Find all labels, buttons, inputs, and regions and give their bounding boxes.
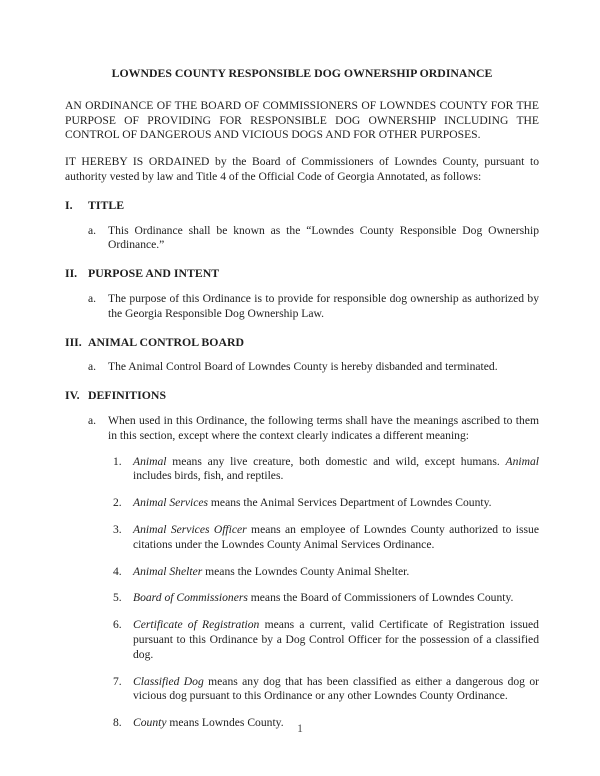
section-title-text: PURPOSE AND INTENT [88,266,220,281]
list-item [88,224,539,254]
section-heading-animal-control-board [65,335,539,350]
definition-number: 7. [113,674,122,688]
definition-item [113,618,539,662]
section-title-text: TITLE [88,197,125,212]
list-item-label: a. [88,413,97,427]
definition-item [113,455,539,485]
definition-text: Animal Services means the Animal Services Department of Lowndes County. [133,496,492,510]
list-item-label: a. [88,360,97,374]
definition-item [113,565,539,580]
section-heading-definitions [65,388,539,403]
section-numeral: I. [65,197,73,212]
list-item [88,292,539,322]
definition-number: 5. [113,591,122,605]
list-item [88,360,539,375]
definition-item [113,523,539,553]
list-item-text: The purpose of this Ordinance is to provide for responsible dog ownership as authorized by the Georgia Responsible Dog Ownership Law. [108,291,539,320]
definition-text: Animal means any live creature, both domestic and wild, except humans. Animal includes birds, fish, and reptiles. [133,454,539,483]
definition-item [113,675,539,705]
list-item [88,414,539,444]
definition-text: Classified Dog means any dog that has been classified as either a dangerous dog or vicious dog pursuant to this Ordinance or any other Lowndes County Ordinance. [133,674,540,703]
intro-paragraph-2: IT HEREBY IS ORDAINED by the Board of Commissioners of Lowndes County, pursuant to authority vested by law and Title 4 of the Official Code of Georgia Annotated, as follows: [65,155,539,183]
section-numeral: IV. [65,388,80,403]
definition-number: 2. [113,496,122,510]
definition-text: Animal Services Officer means an employee of Lowndes County authorized to issue citations under the Lowndes County Animal Services Ordinance. [133,522,539,551]
definition-text: Board of Commissioners means the Board of Commissioners of Lowndes County. [133,591,514,605]
definition-text: County means Lowndes County. [133,716,284,730]
section-numeral: III. [65,334,82,349]
intro-paragraph-1: AN ORDINANCE OF THE BOARD OF COMMISSIONERS OF LOWNDES COUNTY FOR THE PURPOSE OF PROVIDING FOR RESPONSIBLE DOG OWNERSHIP INCLUDING THE CONTROL OF DANGEROUS AND VICIOUS DOGS AND FOR OTHER PURPOSES. [65,98,539,142]
section-title-text: ANIMAL CONTROL BOARD [88,334,244,349]
definition-text: Certificate of Registration means a current, valid Certificate of Registration issued pursuant to this Ordinance by a Dog Control Officer for the possession of a classified dog. [133,618,539,661]
definition-item [113,496,539,511]
section-title-text: DEFINITIONS [88,388,167,403]
list-item-text: When used in this Ordinance, the following terms shall have the meanings ascribed to them in this section, except where the context clearly indicates a different meaning: [108,413,539,442]
definition-number: 1. [113,454,122,468]
definition-item [113,591,539,606]
page-number: 1 [297,722,303,735]
section-numeral: II. [65,266,78,281]
list-item-text: The Animal Control Board of Lowndes County is hereby disbanded and terminated. [108,360,498,374]
definition-text: Animal Shelter means the Lowndes County Animal Shelter. [133,564,410,578]
list-item-label: a. [88,291,97,305]
definition-number: 3. [113,522,122,536]
section-heading-purpose [65,266,539,281]
definition-number: 6. [113,618,122,632]
list-item-label: a. [88,223,97,237]
definition-number: 8. [113,716,122,730]
definition-number: 4. [113,564,122,578]
document-title: LOWNDES COUNTY RESPONSIBLE DOG OWNERSHIP ORDINANCE [111,66,493,80]
section-heading-title [65,198,539,213]
list-item-text: This Ordinance shall be known as the “Lowndes County Responsible Dog Ownership Ordinance.” [108,223,539,252]
